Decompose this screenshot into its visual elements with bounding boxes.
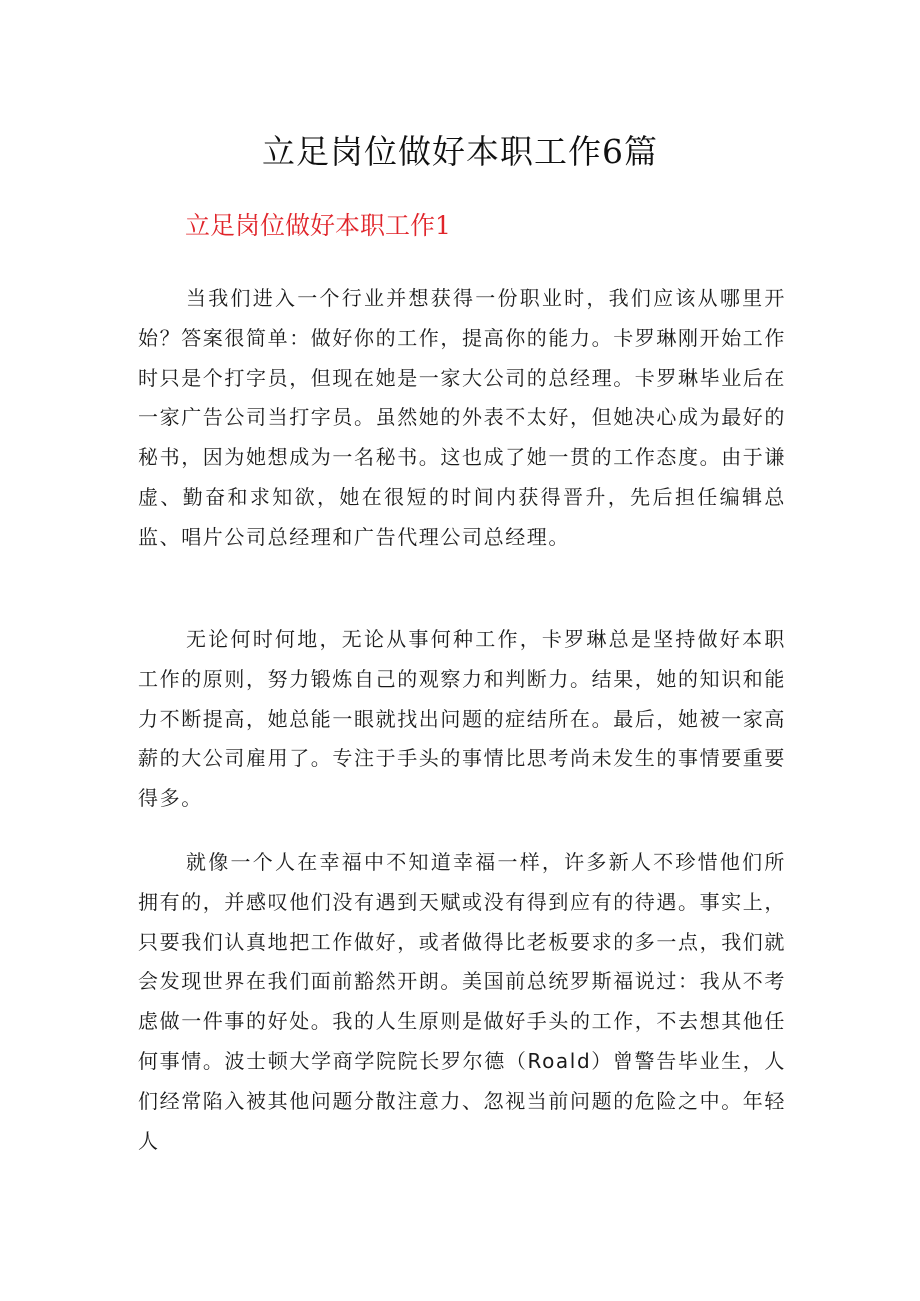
paragraph-1: 当我们进入一个行业并想获得一份职业时，我们应该从哪里开始？答案很简单：做好你的工作，提高你的能力。卡罗琳刚开始工作时只是个打字员，但现在她是一家大公司的总经理。卡罗琳毕业后在一家广告公司当打字员。虽然她的外表不太好，但她决心成为最好的秘书，因为她想成为一名秘书。这也成了她一贯的工作态度。由于谦虚、勤奋和求知欲，她在很短的时间内获得晋升，先后担任编辑总监、唱片公司总经理和广告代理公司总经理。 [138,286,786,549]
section-heading: 立足岗位做好本职工作1 [185,211,451,240]
paragraph-3: 就像一个人在幸福中不知道幸福一样，许多新人不珍惜他们所拥有的，并感叹他们没有遇到天赋或没有得到应有的待遇。事实上，只要我们认真地把工作做好，或者做得比老板要求的多一点，我们就会发现世界在我们面前豁然开朗。美国前总统罗斯福说过：我从不考虑做一件事的好处。我的人生原则是做好手头的工作，不去想其他任何事情。波士顿大学商学院院长罗尔德（Roald）曾警告毕业生，人们经常陷入被其他问题分散注意力、忽视当前问题的危险之中。年轻人 [138,850,786,1153]
document-title: 立足岗位做好本职工作6篇 [262,132,658,171]
paragraph-2: 无论何时何地，无论从事何种工作，卡罗琳总是坚持做好本职工作的原则，努力锻炼自己的观察力和判断力。结果，她的知识和能力不断提高，她总能一眼就找出问题的症结所在。最后，她被一家高薪的大公司雇用了。专注于手头的事情比思考尚未发生的事情要重要得多。 [138,627,786,811]
